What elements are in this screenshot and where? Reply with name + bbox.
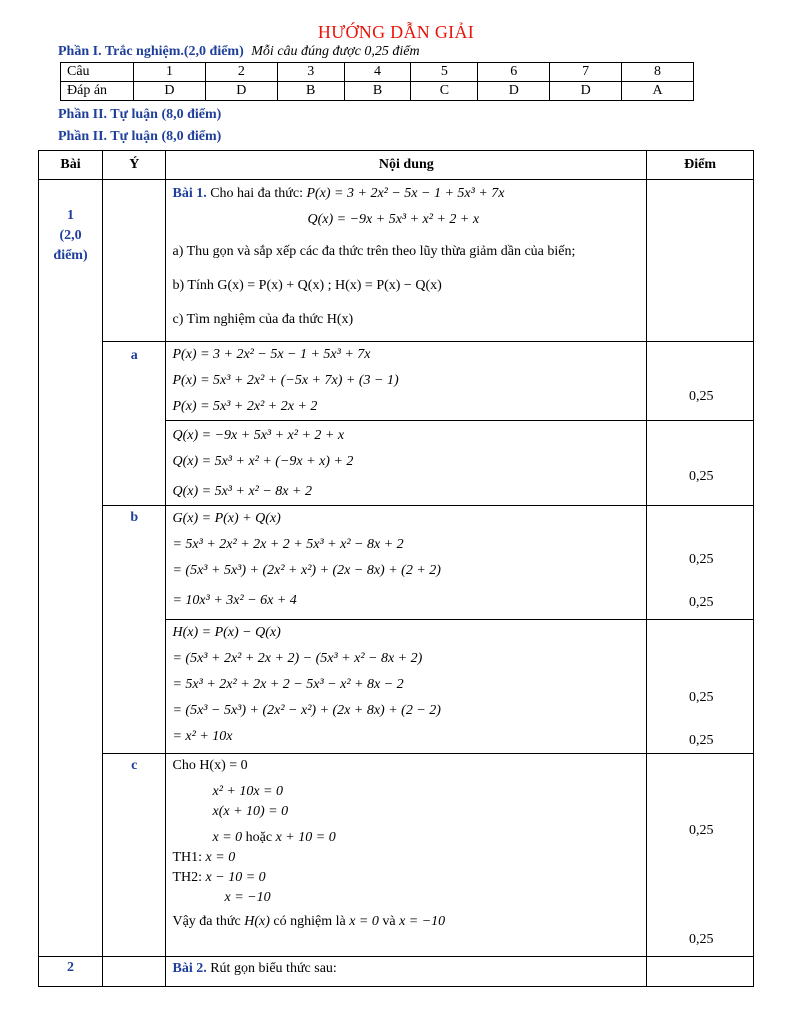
case-label: TH2: bbox=[172, 870, 203, 885]
part-b-g-work bbox=[166, 506, 647, 620]
bai1-cell bbox=[39, 180, 103, 957]
score: 0,25 bbox=[688, 733, 714, 748]
answer-number: 2 bbox=[205, 63, 277, 82]
part1-heading: Phần I. Trắc nghiệm.(2,0 điểm) bbox=[58, 44, 244, 59]
work-line: H(x) = P(x) − Q(x) bbox=[172, 625, 281, 640]
answer-key: C bbox=[411, 82, 478, 101]
score: 0,25 bbox=[688, 552, 714, 567]
bai1-statement bbox=[166, 180, 647, 342]
conclusion-text: và bbox=[382, 914, 396, 929]
work-line: Q(x) = 5x³ + x² − 8x + 2 bbox=[172, 484, 312, 499]
conclusion-h: H(x) bbox=[244, 914, 270, 929]
part-a-q-work bbox=[166, 421, 647, 506]
answer-number: 6 bbox=[478, 63, 550, 82]
work-line: x(x + 10) = 0 bbox=[212, 804, 289, 819]
work-line: Q(x) = −9x + 5x³ + x² + 2 + x bbox=[172, 428, 345, 443]
bai1-question-a: a) Thu gọn và sắp xếp các đa thức trên theo lũy thừa giảm dần của biến; bbox=[172, 244, 576, 259]
answer-key: B bbox=[344, 82, 411, 101]
part2-heading: Phần II. Tự luận (8,0 điểm) bbox=[58, 107, 222, 122]
part-b-label: b bbox=[130, 510, 139, 525]
work-line: Q(x) = 5x³ + x² + (−9x + x) + 2 bbox=[172, 454, 354, 469]
bai1-question-c: c) Tìm nghiệm của đa thức H(x) bbox=[172, 312, 354, 327]
answer-key-table bbox=[60, 62, 694, 101]
header-noi-dung: Nội dung bbox=[166, 151, 647, 180]
answer-key: D bbox=[478, 82, 550, 101]
answer-key: D bbox=[550, 82, 622, 101]
answer-number: 4 bbox=[344, 63, 411, 82]
answer-key-row2-label: Đáp án bbox=[61, 82, 134, 101]
header-bai: Bài bbox=[39, 151, 103, 180]
work-line: = 10x³ + 3x² − 6x + 4 bbox=[172, 593, 297, 608]
part1-note: Mỗi câu đúng được 0,25 điểm bbox=[251, 44, 420, 59]
answer-number: 7 bbox=[550, 63, 622, 82]
part-b-h-work bbox=[166, 620, 647, 754]
work-line: x = 0 bbox=[212, 830, 243, 845]
bai1-intro: Cho hai đa thức: bbox=[210, 186, 303, 201]
work-line: Cho H(x) = 0 bbox=[172, 758, 248, 773]
bai1-lead: Bài 1. bbox=[172, 186, 207, 201]
bai1-poly-q: Q(x) = −9x + 5x³ + x² + 2 + x bbox=[307, 212, 480, 227]
work-line: x = 0 bbox=[205, 850, 236, 865]
score: 0,25 bbox=[688, 932, 714, 947]
answer-number: 8 bbox=[622, 63, 694, 82]
part-c-row bbox=[39, 754, 754, 957]
part-a-p-work bbox=[166, 342, 647, 421]
bai1-points-2: điểm) bbox=[53, 248, 88, 263]
header-y: Ý bbox=[103, 151, 166, 180]
bai2-cell bbox=[39, 957, 103, 987]
bai1-question-b: b) Tính G(x) = P(x) + Q(x) ; H(x) = P(x) − Q(x) bbox=[172, 278, 442, 293]
work-line: = 5x³ + 2x² + 2x + 2 + 5x³ + x² − 8x + 2 bbox=[172, 537, 404, 552]
bai1-poly-p: P(x) = 3 + 2x² − 5x − 1 + 5x³ + 7x bbox=[306, 186, 505, 201]
score: 0,25 bbox=[688, 690, 714, 705]
work-line: = x² + 10x bbox=[172, 729, 233, 744]
part-a-label-cell bbox=[103, 342, 166, 506]
part2-heading-repeat: Phần II. Tự luận (8,0 điểm) bbox=[58, 129, 222, 144]
score: 0,25 bbox=[688, 823, 714, 838]
work-line: P(x) = 5x³ + 2x² + 2x + 2 bbox=[172, 399, 318, 414]
bai2-number: 2 bbox=[67, 960, 75, 975]
answer-key-answers-row bbox=[61, 82, 694, 101]
answer-number: 5 bbox=[411, 63, 478, 82]
answer-number: 3 bbox=[277, 63, 344, 82]
answer-key-numbers-row bbox=[61, 63, 694, 82]
work-line: x = −10 bbox=[224, 890, 271, 905]
solution-table bbox=[38, 150, 754, 987]
bai2-statement bbox=[166, 957, 647, 987]
bai2-lead: Bài 2. bbox=[172, 961, 207, 976]
bai1-statement-row bbox=[39, 180, 754, 342]
answer-key: D bbox=[134, 82, 206, 101]
bai2-row bbox=[39, 957, 754, 987]
work-line: x² + 10x = 0 bbox=[212, 784, 284, 799]
work-line: x − 10 = 0 bbox=[205, 870, 266, 885]
part-c-label-cell bbox=[103, 754, 166, 957]
work-line: = (5x³ + 5x³) + (2x² + x²) + (2x − 8x) + (2 + 2) bbox=[172, 563, 441, 578]
score: 0,25 bbox=[688, 595, 714, 610]
work-line: = (5x³ − 5x³) + (2x² − x²) + (2x + 8x) + (2 − 2) bbox=[172, 703, 441, 718]
conclusion-text: Vậy đa thức bbox=[172, 914, 241, 929]
bai2-text: Rút gọn biểu thức sau: bbox=[210, 961, 337, 976]
part-a-p-row bbox=[39, 342, 754, 421]
answer-key: B bbox=[277, 82, 344, 101]
work-line: = 5x³ + 2x² + 2x + 2 − 5x³ − x² + 8x − 2 bbox=[172, 677, 404, 692]
part-a-label: a bbox=[130, 348, 138, 363]
part-b-g-row bbox=[39, 506, 754, 620]
work-line: = (5x³ + 2x² + 2x + 2) − (5x³ + x² − 8x + 2) bbox=[172, 651, 423, 666]
answer-number: 1 bbox=[134, 63, 206, 82]
root-2: x = −10 bbox=[399, 914, 446, 929]
bai1-points-1: (2,0 bbox=[59, 228, 82, 243]
answer-key: A bbox=[622, 82, 694, 101]
header-diem: Điểm bbox=[647, 151, 754, 180]
score: 0,25 bbox=[688, 389, 714, 404]
solution-header-row bbox=[39, 151, 754, 180]
part1-heading-row bbox=[58, 44, 420, 60]
case-label: TH1: bbox=[172, 850, 203, 865]
part-b-label-cell bbox=[103, 506, 166, 754]
part-c-work bbox=[166, 754, 647, 957]
work-line: x + 10 = 0 bbox=[275, 830, 336, 845]
page-title: HƯỚNG DẪN GIẢI bbox=[317, 22, 475, 42]
work-line: P(x) = 5x³ + 2x² + (−5x + 7x) + (3 − 1) bbox=[172, 373, 399, 388]
work-word: hoặc bbox=[245, 830, 273, 845]
conclusion-text: có nghiệm là bbox=[273, 914, 346, 929]
root-1: x = 0 bbox=[349, 914, 379, 929]
answer-key-row1-label: Câu bbox=[61, 63, 134, 82]
answer-key: D bbox=[205, 82, 277, 101]
work-line: G(x) = P(x) + Q(x) bbox=[172, 511, 281, 526]
work-line: P(x) = 3 + 2x² − 5x − 1 + 5x³ + 7x bbox=[172, 347, 371, 362]
bai1-number: 1 bbox=[67, 208, 75, 223]
part-c-label: c bbox=[131, 758, 138, 773]
score: 0,25 bbox=[688, 469, 714, 484]
